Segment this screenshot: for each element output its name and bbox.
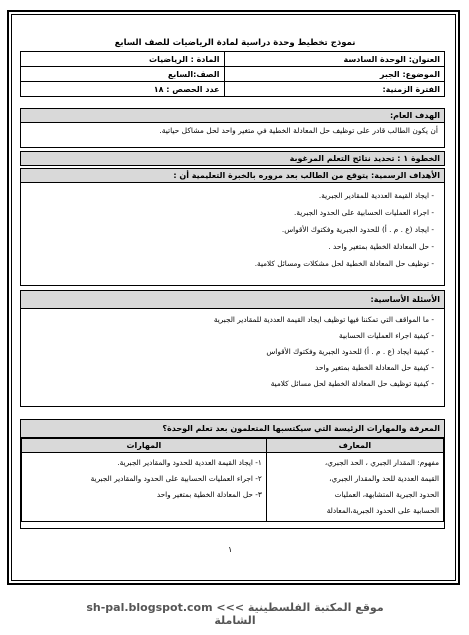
skills-column-header: المهارات xyxy=(22,439,267,453)
official-goals-box xyxy=(20,168,445,286)
official-goal-item: - ايجاد (ع . م . أ) للحدود الجبرية وفكتوك الأقواس. xyxy=(21,225,434,234)
page-title: نموذج تخطيط وحدة دراسية لمادة الرياضيات للصف السابع xyxy=(114,38,356,48)
skills-cell xyxy=(22,453,267,522)
essential-question-item: - كيفية حل المعادلة الخطية بمتغير واحد xyxy=(21,363,434,372)
info-grade: الصف:السابع xyxy=(21,67,225,82)
skill-item: ١- ايجاد القيمة العددية للحدود والمقادير الجبرية. xyxy=(117,458,262,467)
knowledge-skills-heading: المعرفة والمهارات الرئيسة التي سيكتسبها المتعلمون بعد تعلم الوحدة؟ xyxy=(21,420,444,438)
official-goal-item: - حل المعادلة الخطية بمتغير واحد . xyxy=(21,242,434,251)
info-address: العنوان: الوحدة السادسة xyxy=(224,52,444,67)
info-table xyxy=(20,51,445,97)
info-period: الفترة الزمنية: xyxy=(224,82,444,97)
essential-question-item: - كيفية توظيف حل المعادلة الخطية لحل مسائل كلامية xyxy=(21,379,434,388)
general-goal-box xyxy=(20,108,445,148)
knowledge-line: القيمة العددية للحد والمقدار الجبري، xyxy=(329,474,439,483)
essential-question-item: - كيفية اجراء العمليات الحسابية xyxy=(21,331,434,340)
footer-link[interactable]: sh-pal.blogspot.com <<< موقع المكتبة الفلسطينية الشاملة xyxy=(86,601,384,627)
knowledge-line: مفهوم: المقدار الجبري ، الحد الجبري، xyxy=(324,458,439,467)
knowledge-column-header: المعارف xyxy=(266,439,443,453)
info-topic: الموضوع: الجبر xyxy=(224,67,444,82)
step1-heading: الخطوة ١ : تحديد نتائج التعلم المرغوبة xyxy=(20,151,445,166)
official-goal-item: - توظيف حل المعادلة الخطية لحل مشكلات ومسائل كلامية. xyxy=(21,259,434,268)
essential-questions-list xyxy=(21,309,444,388)
general-goal-heading: الهدف العام: xyxy=(21,109,444,123)
general-goal-text: أن يكون الطالب قادر على توظيف حل المعادلة الخطية في متغير واحد لحل مشاكل حياتية. xyxy=(159,126,438,135)
knowledge-line: الحسابية على الحدود الجبرية،المعادلة xyxy=(326,506,439,515)
official-goal-item: - اجراء العمليات الحسابية على الحدود الجبرية. xyxy=(21,208,434,217)
essential-question-item: - كيفية ايجاد (ع . م . أ) للحدود الجبرية وفكتوك الأقواس xyxy=(21,347,434,356)
page-number: ١ xyxy=(228,545,233,554)
skill-item: ٢- اجراء العمليات الحسابية على الحدود والمقادير الجبرية xyxy=(90,474,262,483)
skill-item: ٣- حل المعادلة الخطية بمتغير واحد xyxy=(156,490,262,499)
official-goals-list xyxy=(21,183,444,268)
knowledge-cell xyxy=(266,453,443,522)
info-lessons: عدد الحصص : ١٨ xyxy=(21,82,225,97)
knowledge-skills-box xyxy=(20,419,445,529)
knowledge-line: الحدود الجبرية المتشابهة، العمليات xyxy=(334,490,439,499)
knowledge-skills-table xyxy=(21,438,444,522)
essential-question-item: - ما المواقف التي تمكننا فيها توظيف ايجاد القيمة العددية للمقادير الجبرية xyxy=(21,315,434,324)
official-goal-item: - ايجاد القيمة العددية للمقادير الجبرية. xyxy=(21,191,434,200)
essential-questions-heading: الأسئلة الأساسية: xyxy=(21,291,444,309)
essential-questions-box xyxy=(20,290,445,407)
official-goals-heading: الأهداف الرسمية: يتوقع من الطالب بعد مروره بالخبرة التعليمية أن : xyxy=(21,169,444,183)
info-subject: المادة : الرياضيات xyxy=(21,52,225,67)
